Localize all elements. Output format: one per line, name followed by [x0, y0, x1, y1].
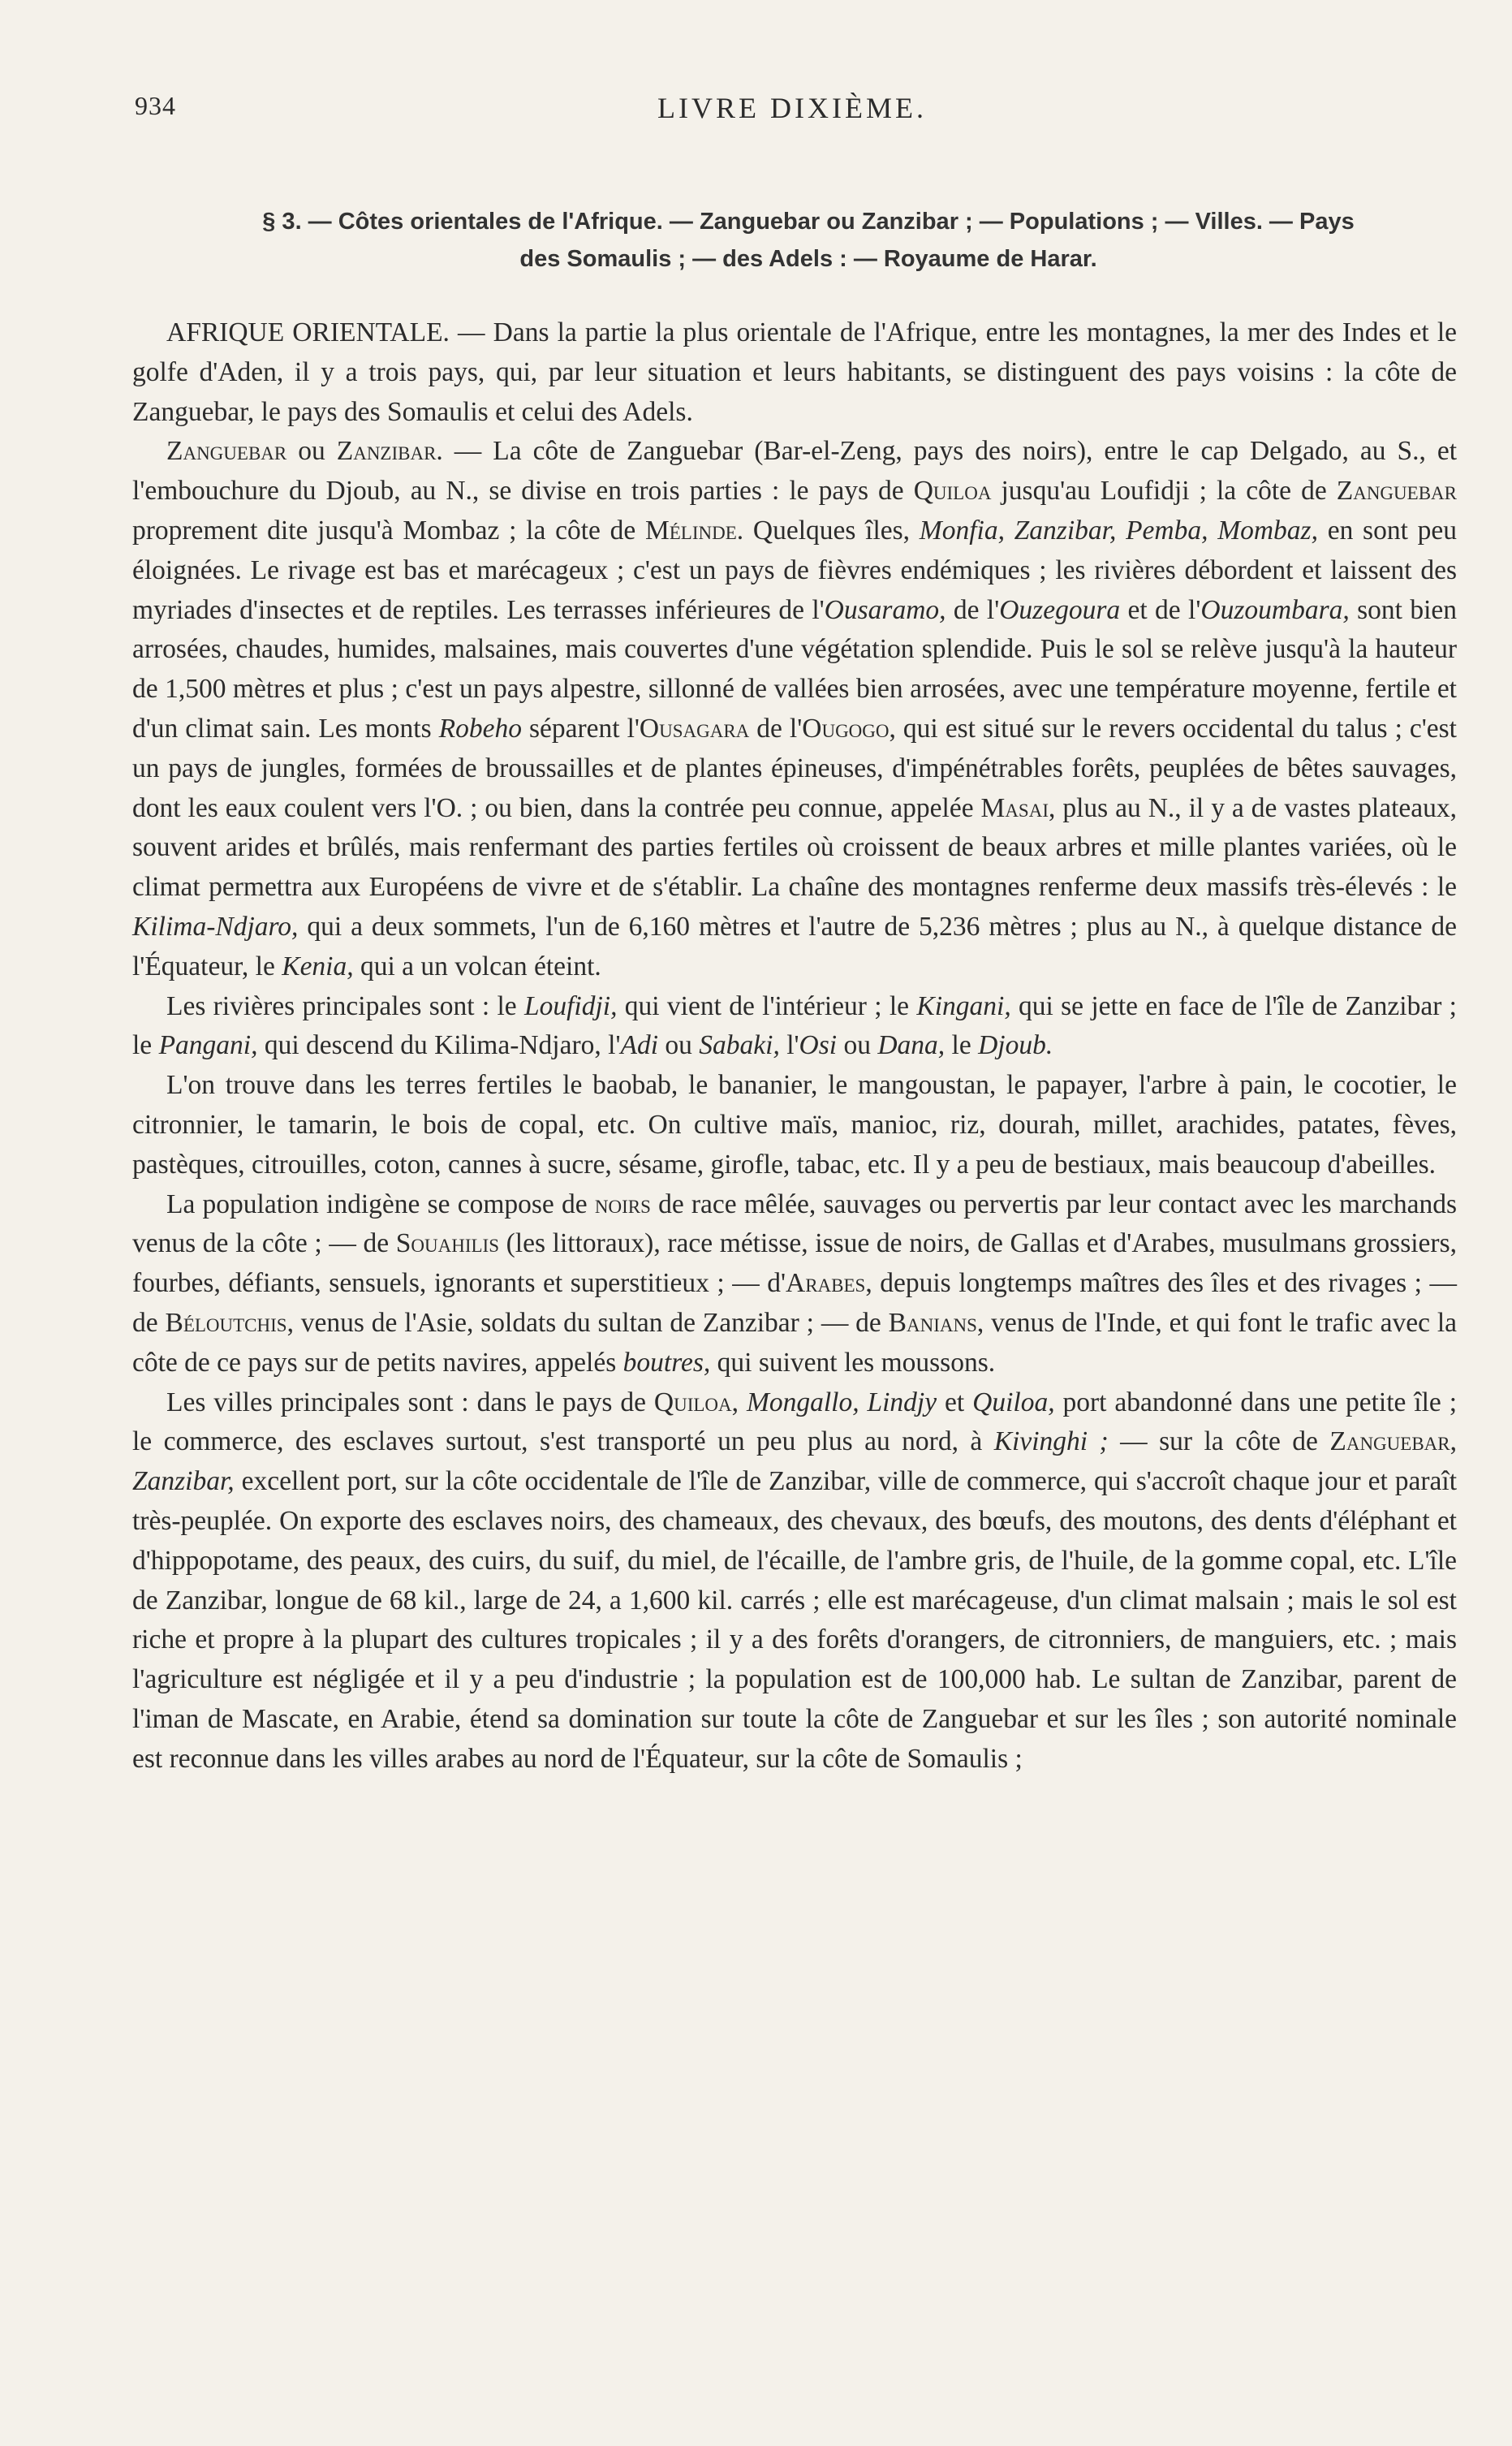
page-number: 934 [135, 91, 176, 120]
paragraph-rivieres: Les rivières principales sont : le Loufidji, qui vient de l'intérieur ; le Kingani, qui se jette en face de l'île de Zanzibar ; le Pangani, qui descend du Kilima-Ndjaro, l'Adi ou Sabaki, l'Osi ou Dana, le Djoub. [132, 990, 1457, 1061]
paragraph-population: La population indigène se compose de noirs de race mêlée, sauvages ou pervertis par leur contact avec les marchands venus de la côte ; — de Souahilis (les littoraux), race métisse, issue de noirs, de Gallas et d'Arabes, musulmans grossiers, fourbes, défiants, sensuels, ignorants et superstitieux ; — d'Arabes, depuis longtemps maîtres des îles et des rivages ; — de Béloutchis, venus de l'Asie, soldats du sultan de Zanzibar ; — de Banians, venus de l'Inde, et qui font le trafic avec la côte de ce pays sur de petits navires, appelés boutres, qui suivent les moussons. [132, 1188, 1458, 1378]
section-heading [170, 203, 1446, 278]
body-text [132, 313, 1457, 1779]
paragraph-afrique-orientale: AFRIQUE ORIENTALE. — Dans la partie la plus orientale de l'Afrique, entre les montagnes, la mer des Indes et le golfe d'Aden, il y a trois pays, qui, par leur situation et leurs habitants, se distinguent des pays voisins : la côte de Zanguebar, le pays des Somaulis et celui des Adels. [132, 317, 1457, 427]
running-title: LIVRE DIXIÈME. [657, 92, 927, 124]
section-heading-line-2: des Somaulis ; — des Adels : — Royaume de Harar. [519, 246, 1097, 272]
paragraph-villes: Les villes principales sont : dans le pays de Quiloa, Mongallo, Lindjy et Quiloa, port abandonné dans une petite île ; le commerce, des esclaves surtout, s'est transporté un peu plus au nord, à Kivinghi ; — sur la côte de Zanguebar, Zanzibar, excellent port, sur la côte occidentale de l'île de Zanzibar, ville de commerce, qui s'accroît chaque jour et paraît très-peuplée. On exporte des esclaves noirs, des chameaux, des chevaux, des bœufs, des moutons, des dents d'éléphant et d'hippopotame, des peaux, des cuirs, du suif, du miel, de l'écaille, de l'ambre gris, de l'huile, de la gomme copal, etc. L'île de Zanzibar, longue de 68 kil., large de 24, a 1,600 kil. carrés ; elle est marécageuse, d'un climat malsain ; mais le sol est riche et propre à la plupart des cultures tropicales ; il y a des forêts d'orangers, de citronniers, de manguiers, etc. ; mais l'agriculture est négligée et il y a peu d'industrie ; la population est de 100,000 hab. Le sultan de Zanzibar, parent de l'iman de Mascate, en Arabie, étend sa domination sur toute la côte de Zanguebar et sur les îles ; son autorité nominale est reconnue dans les villes arabes au nord de l'Équateur, sur la côte de Somaulis ; [132, 1387, 1458, 1774]
paragraph-zanguebar: Zanguebar ou Zanzibar. — La côte de Zanguebar (Bar-el-Zeng, pays des noirs), entre le cap Delgado, au S., et l'embouchure du Djoub, au N., se divise en trois parties : le pays de Quiloa jusqu'au Loufidji ; la côte de Zanguebar proprement dite jusqu'à Mombaz ; la côte de Mélinde. Quelques îles, Monfia, Zanzibar, Pemba, Mombaz, en sont peu éloignées. Le rivage est bas et marécageux ; c'est un pays de fièvres endémiques ; les rivières débordent et laissent des myriades d'insectes et de reptiles. Les terrasses inférieures de l'Ousaramo, de l'Ouzegoura et de l'Ouzoumbara, sont bien arrosées, chaudes, humides, malsaines, mais couvertes d'une végétation splendide. Puis le sol se relève jusqu'à la hauteur de 1,500 mètres et plus ; c'est un pays alpestre, sillonné de vallées bien arrosées, avec une température moyenne, fertile et d'un climat sain. Les monts Robeho séparent l'Ousagara de l'Ougogo, qui est situé sur le revers occidental du talus ; c'est un pays de jungles, formées de broussailles et de plantes épineuses, d'impénétrables forêts, peuplées de bêtes sauvages, dont les eaux coulent vers l'O. ; ou bien, dans la contrée peu connue, appelée Masai, plus au N., il y a de vastes plateaux, souvent arides et brûlés, mais renfermant des parties fertiles où croissent de beaux arbres et mille plantes variées, où le climat permettra aux Européens de vivre et de s'établir. La chaîne des montagnes renferme deux massifs très-élevés : le Kilima-Ndjaro, qui a deux sommets, l'un de 6,160 mètres et l'autre de 5,236 mètres ; plus au N., à quelque distance de l'Équateur, le Kenia, qui a un volcan éteint. [132, 436, 1458, 981]
page-header [135, 91, 1450, 140]
paragraph-vegetation: L'on trouve dans les terres fertiles le baobab, le bananier, le mangoustan, le papayer, l'arbre à pain, le cocotier, le citronnier, le tamarin, le bois de copal, etc. On cultive maïs, manioc, riz, dourah, millet, arachides, patates, fèves, pastèques, citrouilles, coton, cannes à sucre, sésame, girofle, tabac, etc. Il y a peu de bestiaux, mais beaucoup d'abeilles. [132, 1070, 1457, 1180]
section-heading-line-1: § 3. — Côtes orientales de l'Afrique. — Zanguebar ou Zanzibar ; — Populations ; — Villes. — Pays [262, 209, 1355, 235]
